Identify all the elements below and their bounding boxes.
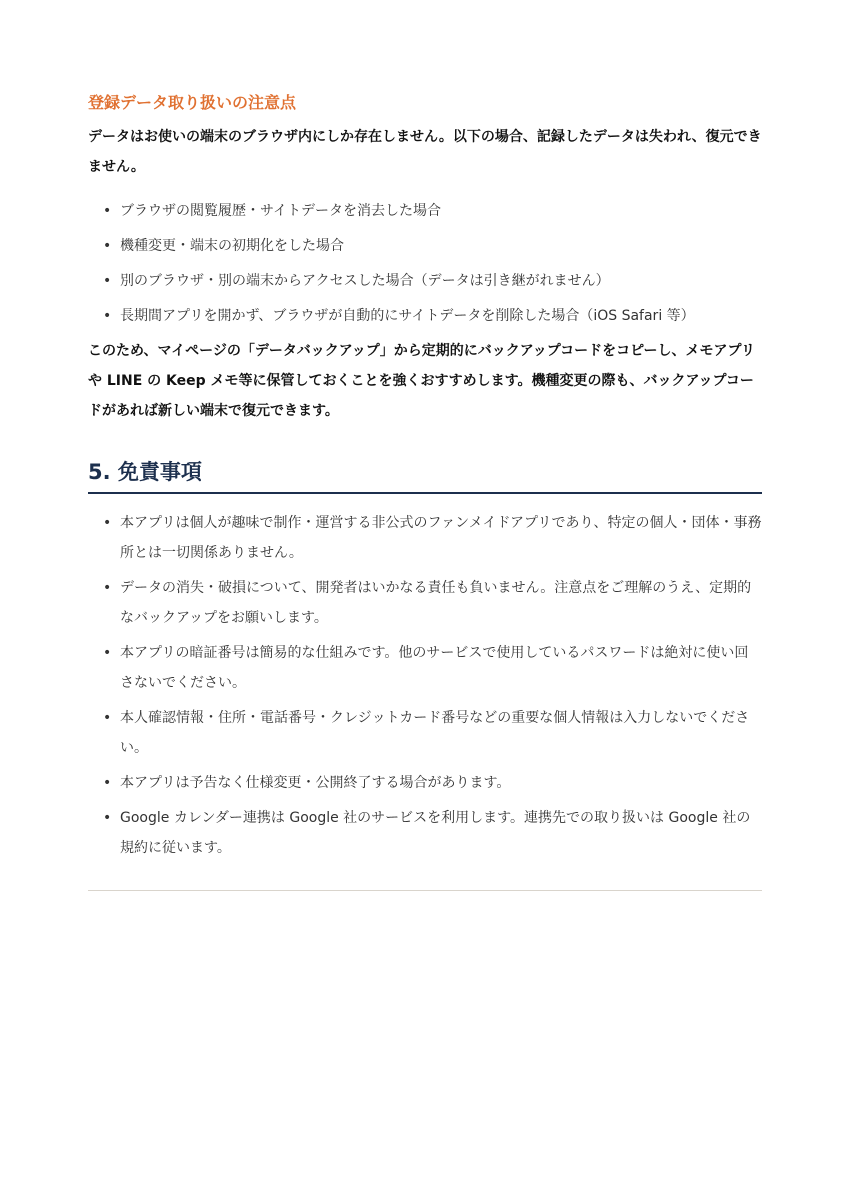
list-item — [88, 508, 762, 568]
data-loss-cases-list — [88, 196, 762, 331]
backup-recommendation: このため、マイページの「データバックアップ」から定期的にバックアップコードをコピーし、メモアプリや LINE の Keep メモ等に保管しておくことを強くおすすめします。機種変更の際も、バックアップコードがあれば新しい端末で復元できます。 — [88, 343, 755, 419]
list-item-text: 長期間アプリを開かず、ブラウザが自動的にサイトデータを削除した場合（iOS Safari 等） — [120, 308, 695, 324]
list-item — [88, 196, 762, 226]
list-item — [88, 573, 762, 633]
data-notes-heading: 登録データ取り扱いの注意点 — [88, 93, 297, 112]
list-item-text: 本アプリは個人が趣味で制作・運営する非公式のファンメイドアプリであり、特定の個人・団体・事務所とは一切関係ありません。 — [120, 515, 762, 561]
list-item-text: データの消失・破損について、開発者はいかなる責任も負いません。注意点をご理解のうえ、定期的なバックアップをお願いします。 — [120, 580, 752, 626]
bullet-icon: • — [103, 308, 112, 324]
bullet-icon: • — [103, 580, 112, 596]
bullet-icon: • — [103, 710, 112, 726]
list-item — [88, 803, 762, 863]
list-item-text: ブラウザの閲覧履歴・サイトデータを消去した場合 — [120, 203, 442, 219]
bullet-icon: • — [103, 810, 112, 826]
disclaimer-list — [88, 508, 762, 863]
list-item — [88, 703, 762, 763]
bullet-icon: • — [103, 238, 112, 254]
bullet-icon: • — [103, 645, 112, 661]
list-item — [88, 301, 762, 331]
list-item — [88, 638, 762, 698]
list-item-text: 本アプリの暗証番号は簡易的な仕組みです。他のサービスで使用しているパスワードは絶対に使い回さないでください。 — [120, 645, 749, 691]
bullet-icon: • — [103, 273, 112, 289]
list-item — [88, 768, 762, 798]
list-item — [88, 266, 762, 296]
bullet-icon: • — [103, 203, 112, 219]
list-item-text: Google カレンダー連携は Google 社のサービスを利用します。連携先での取り扱いは Google 社の規約に従います。 — [120, 810, 751, 856]
disclaimer-section-title: 5. 免責事項 — [88, 458, 762, 494]
list-item-text: 別のブラウザ・別の端末からアクセスした場合（データは引き継がれません） — [120, 273, 610, 289]
bullet-icon: • — [103, 515, 112, 531]
footer-divider — [88, 890, 762, 891]
list-item-text: 機種変更・端末の初期化をした場合 — [120, 238, 344, 254]
data-loss-warning: データはお使いの端末のブラウザ内にしか存在しません。以下の場合、記録したデータは失われ、復元できません。 — [88, 129, 762, 175]
list-item-text: 本人確認情報・住所・電話番号・クレジットカード番号などの重要な個人情報は入力しないでください。 — [120, 710, 750, 756]
document-body — [88, 90, 762, 868]
list-item — [88, 231, 762, 261]
bullet-icon: • — [103, 775, 112, 791]
list-item-text: 本アプリは予告なく仕様変更・公開終了する場合があります。 — [120, 775, 511, 791]
